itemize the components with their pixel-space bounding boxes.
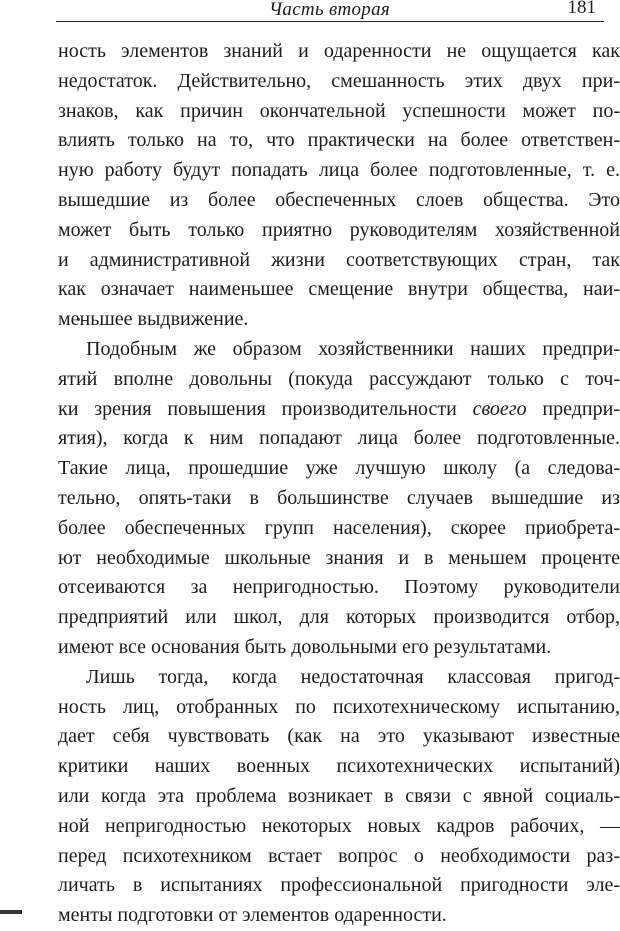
text-line: может быть только приятно руководителям хозяйственной <box>58 218 620 241</box>
text-line: ной непригодностью некоторых новых кадров рабочих, — <box>58 814 620 837</box>
text-line: ность лиц, отобранных по психотехническому испытанию, <box>58 695 620 718</box>
text-line: меньшее выдвижение. <box>58 308 249 331</box>
running-title: Часть вторая <box>269 0 391 20</box>
text-line: недостаток. Действительно, смешанность этих двух при- <box>58 69 620 92</box>
text-line: ную работу будут попадать лица более подготовленные, т. е. <box>58 159 620 182</box>
text-line: и административной жизни соответствующих стран, так <box>58 248 620 271</box>
text-line: Подобным же образом хозяйственники наших предпри- <box>86 337 620 360</box>
text-line: ятия), когда к ним попадают лица более подготовленные. <box>58 427 620 450</box>
text-line: личать в испытаниях профессиональной пригодности эле- <box>58 874 620 897</box>
text-line: отсеиваются за непригодностью. Поэтому руководители <box>58 576 620 599</box>
text-line: ятий вполне довольны (покуда рассуждают только с точ- <box>58 367 620 390</box>
body-text <box>58 37 620 931</box>
text-line: перед психотехником встает вопрос о необходимости раз- <box>58 844 620 867</box>
text-line: вышедшие из более обеспеченных слоев общества. Это <box>58 188 620 211</box>
text-line: тельно, опять-таки в большинстве случаев вышедшие из <box>58 486 620 509</box>
text-line: знаков, как причин окончательной успешности может по- <box>58 99 620 122</box>
text-line: критики наших военных психотехнических испытаний) <box>58 755 620 778</box>
text-line: Лишь тогда, когда недостаточная классовая пригод- <box>86 665 620 688</box>
text-line: дает себя чувствовать (как на это указывают известные <box>58 725 620 748</box>
text-line: влиять только на то, что практически на более ответствен- <box>58 129 620 152</box>
paragraph-1 <box>58 37 620 335</box>
emphasis: своего <box>472 397 527 420</box>
text-line: Такие лица, прошедшие уже лучшую школу (а следова- <box>58 457 620 480</box>
text-line: предприятий или школ, для которых производится отбор, <box>58 606 620 629</box>
page-number: 181 <box>567 0 596 18</box>
text-line: как означает наименьшее смещение внутри общества, наи- <box>58 278 620 301</box>
text-line: ки зрения повышения производительности своего предпри- <box>58 397 620 420</box>
paragraph-2 <box>58 335 620 663</box>
page-header <box>56 0 604 22</box>
text-line: более обеспеченных групп населения), скорее приобрета- <box>58 516 620 539</box>
scan-edge-mark <box>0 910 22 914</box>
paragraph-3 <box>58 663 620 931</box>
text-line: ют необходимые школьные знания и в меньшем проценте <box>58 546 620 569</box>
text-line: или когда эта проблема возникает в связи с явной социаль- <box>58 784 620 807</box>
text-line: имеют все основания быть довольными его результатами. <box>58 635 552 658</box>
text-line: ность элементов знаний и одаренности не ощущается как <box>58 40 620 62</box>
text-line: менты подготовки от элементов одаренности. <box>58 904 447 927</box>
